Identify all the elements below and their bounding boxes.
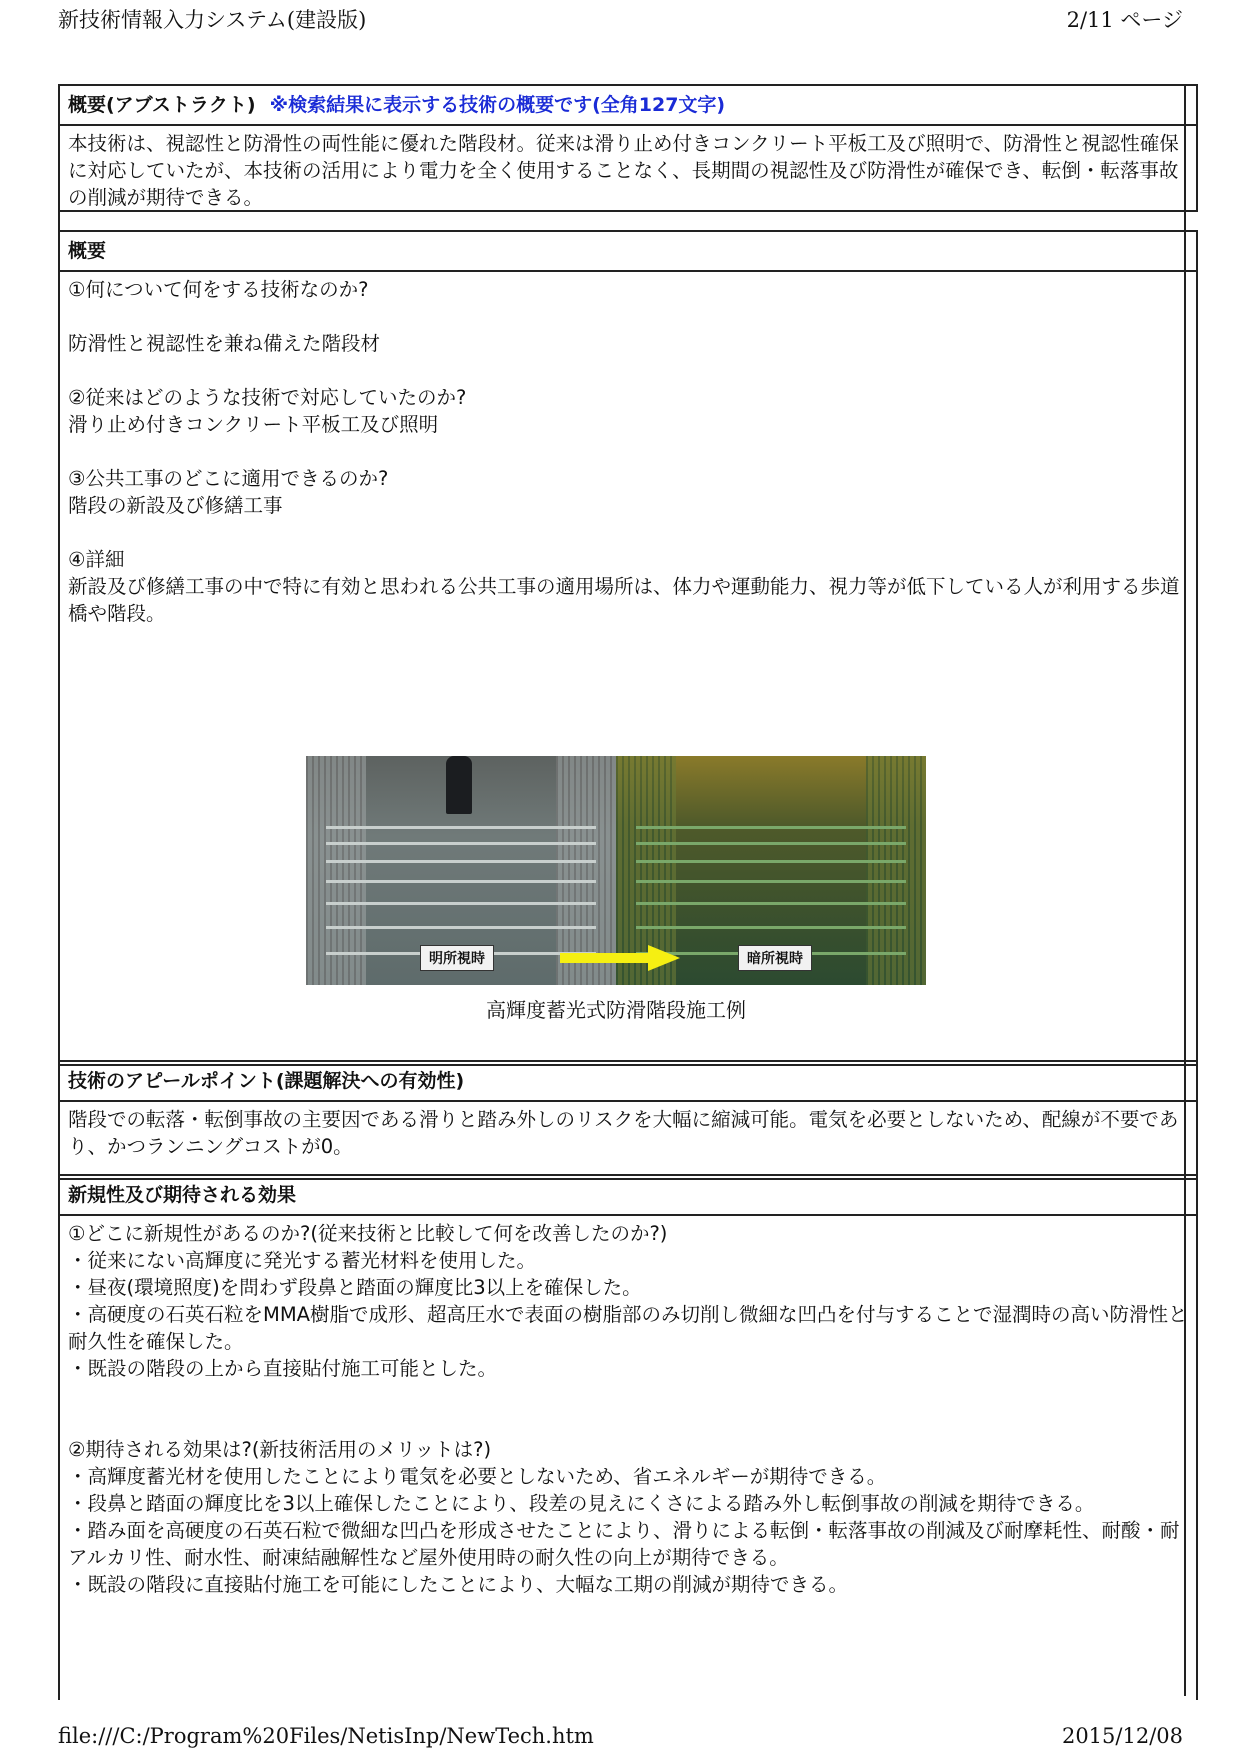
appeal-heading-row (58, 1060, 1198, 1102)
file-path: file:///C:/Program%20Files/NetisInp/NewTech.htm (58, 1724, 594, 1748)
novelty-q2: ②期待される効果は?(新技術活用のメリットは?) (68, 1438, 492, 1461)
abstract-heading: 概要(アブストラクト) (68, 94, 256, 116)
novelty-item2-3: ・踏み面を高硬度の石英石粒で微細な凹凸を形成させたことにより、滑りによる転倒・転落事故の削減及び耐摩耗性、耐酸・耐アルカリ性、耐水性、耐凍結融解性など屋外使用時の耐久性の向上が期待できる。 (68, 1519, 1180, 1569)
overview-heading-row (58, 230, 1198, 272)
novelty-item1-3: ・高硬度の石英石粒をMMA樹脂で成形、超高圧水で表面の樹脂部のみ切削し微細な凹凸を付与することで湿潤時の高い防滑性と耐久性を確保した。 (68, 1303, 1188, 1353)
novelty-item1-4: ・既設の階段の上から直接貼付施工可能とした。 (68, 1357, 498, 1380)
abstract-body-row (58, 124, 1198, 212)
label-dark: 暗所視時 (738, 945, 812, 971)
novelty-item2-4: ・既設の階段に直接貼付施工を可能にしたことにより、大幅な工期の削減が期待できる。 (68, 1573, 849, 1596)
abstract-heading-row (58, 84, 1198, 126)
label-bright: 明所視時 (420, 945, 494, 971)
novelty-q1: ①どこに新規性があるのか?(従来技術と比較して何を改善したのか?) (68, 1222, 668, 1245)
person-figure (446, 756, 472, 814)
arrow-right-icon (560, 945, 680, 971)
appeal-heading: 技術のアピールポイント(課題解決への有効性) (68, 1070, 465, 1092)
novelty-item2-1: ・高輝度蓄光材を使用したことにより電気を必要としないため、省エネルギーが期待できる。 (68, 1465, 887, 1488)
system-title: 新技術情報入力システム(建設版) (58, 8, 367, 32)
overview-q2: ②従来はどのような技術で対応していたのか? (68, 386, 467, 409)
overview-q3: ③公共工事のどこに適用できるのか? (68, 467, 389, 490)
novelty-item1-2: ・昼夜(環境照度)を問わず段鼻と踏面の輝度比3以上を確保した。 (68, 1276, 642, 1299)
novelty-body-row (58, 1214, 1198, 1700)
overview-a1: 防滑性と視認性を兼ね備えた階段材 (68, 332, 381, 355)
print-date: 2015/12/08 (1061, 1724, 1183, 1748)
novelty-item2-2: ・段鼻と踏面の輝度比を3以上確保したことにより、段差の見えにくさによる踏み外し転倒事故の削減を期待できる。 (68, 1492, 1095, 1515)
appeal-body-row (58, 1100, 1198, 1180)
novelty-item1-1: ・従来にない高輝度に発光する蓄光材料を使用した。 (68, 1249, 537, 1272)
abstract-body: 本技術は、視認性と防滑性の両性能に優れた階段材。従来は滑り止め付きコンクリート平板工及び照明で、防滑性と視認性確保に対応していたが、本技術の活用により電力を全く使用することなく、長期間の視認性及び防滑性が確保でき、転倒・転落事故の削減が期待できる。 (68, 132, 1179, 209)
overview-a3: 階段の新設及び修繕工事 (68, 494, 283, 517)
novelty-heading: 新規性及び期待される効果 (68, 1184, 297, 1206)
photo-caption: 高輝度蓄光式防滑階段施工例 (486, 998, 746, 1022)
overview-a4: 新設及び修繕工事の中で特に有効と思われる公共工事の適用場所は、体力や運動能力、視力等が低下している人が利用する歩道橋や階段。 (68, 575, 1180, 625)
overview-q1: ①何について何をする技術なのか? (68, 278, 369, 301)
overview-a2: 滑り止め付きコンクリート平板工及び照明 (68, 413, 439, 436)
overview-heading: 概要 (68, 240, 107, 262)
abstract-note: ※検索結果に表示する技術の概要です(全角127文字) (269, 94, 726, 116)
novelty-heading-row (58, 1174, 1198, 1216)
appeal-body: 階段での転落・転倒事故の主要因である滑りと踏み外しのリスクを大幅に縮減可能。電気を必要としないため、配線が不要であり、かつランニングコストが0。 (68, 1108, 1179, 1158)
overview-q4: ④詳細 (68, 548, 125, 571)
stair-photo (306, 756, 926, 985)
page-indicator: 2/11 ページ (1066, 8, 1183, 32)
